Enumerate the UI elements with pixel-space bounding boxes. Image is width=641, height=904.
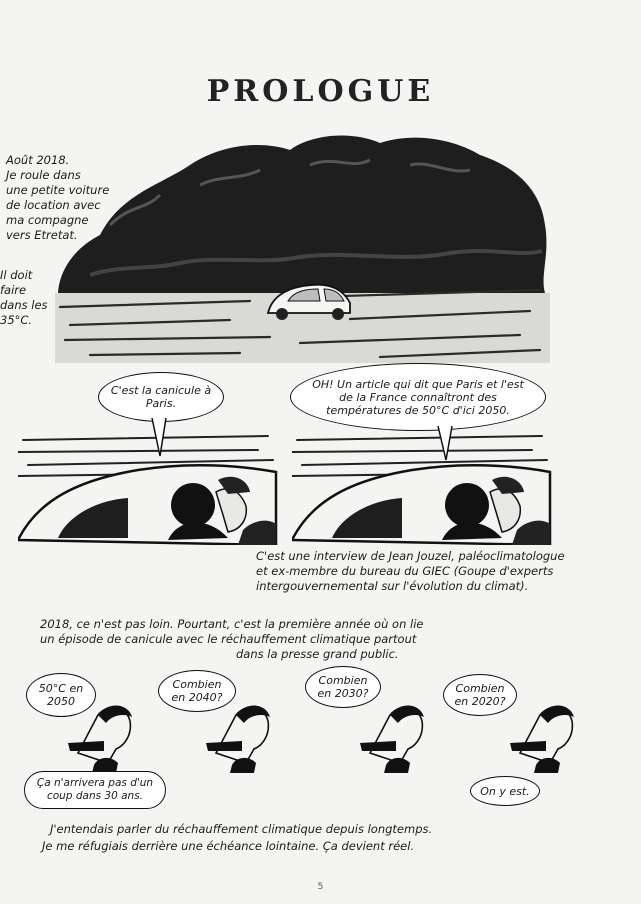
caption-line: faire bbox=[0, 283, 27, 297]
bubble-text: OH! Un article qui dit que Paris et l'est de la France connaîtront des températures de 50°C d'ici 2050. bbox=[312, 377, 524, 417]
caption-interview bbox=[256, 549, 565, 594]
character-head-illustration bbox=[206, 705, 270, 773]
driver-head-illustration bbox=[171, 483, 215, 527]
caption-line: de location avec bbox=[6, 198, 101, 212]
bubble-tail bbox=[150, 418, 170, 458]
caption-line: vers Etretat. bbox=[6, 228, 78, 242]
caption-line: Août 2018. bbox=[6, 153, 70, 167]
character-head-illustration bbox=[68, 705, 132, 773]
character-head-illustration bbox=[360, 705, 424, 773]
driver-head-illustration bbox=[445, 483, 489, 527]
caption-line: un épisode de canicule avec le réchauffement climatique partout bbox=[40, 632, 417, 646]
speech-bubble-canicule bbox=[98, 372, 224, 422]
caption-line: Je roule dans bbox=[6, 168, 81, 182]
bubble-text: On y est. bbox=[480, 784, 530, 798]
bubble-text: 50°C en 2050 bbox=[38, 682, 84, 708]
caption-temperature bbox=[0, 268, 48, 328]
caption-line: C'est une interview de Jean Jouzel, paléoclimatologue bbox=[256, 549, 565, 563]
caption-line: 35°C. bbox=[0, 313, 33, 327]
caption-line: ma compagne bbox=[6, 213, 89, 227]
speech-bubble-narrivera bbox=[24, 771, 166, 809]
caption-line: 2018, ce n'est pas loin. Pourtant, c'est la première année où on lie bbox=[40, 617, 424, 631]
speech-bubble-article bbox=[290, 363, 546, 431]
bubble-text: Combien en 2030? bbox=[317, 674, 369, 700]
bubble-text: Combien en 2040? bbox=[171, 678, 223, 704]
caption-line: et ex-membre du bureau du GIEC (Goupe d'experts bbox=[256, 564, 554, 578]
caption-not-far bbox=[40, 617, 424, 662]
speech-bubble-on-y-est bbox=[470, 776, 540, 806]
panel-car-interior-right bbox=[292, 420, 554, 545]
caption-line: intergouvernemental sur l'évolution du climat). bbox=[256, 579, 529, 593]
page-number: 5 bbox=[317, 882, 324, 892]
character-heads-row bbox=[0, 695, 641, 775]
caption-line: une petite voiture bbox=[6, 183, 110, 197]
caption-ending bbox=[42, 821, 432, 855]
caption-line: dans les bbox=[0, 298, 48, 312]
caption-line: Je me réfugiais derrière une échéance lointaine. Ça devient réel. bbox=[42, 839, 415, 853]
bubble-text: C'est la canicule à Paris. bbox=[110, 384, 212, 410]
panel-road-landscape bbox=[50, 125, 550, 365]
bubble-tail bbox=[436, 426, 456, 462]
caption-line: dans la presse grand public. bbox=[236, 647, 399, 661]
caption-line: J'entendais parler du réchauffement climatique depuis longtemps. bbox=[50, 822, 433, 836]
panel-car-interior-left bbox=[18, 420, 280, 545]
character-head-illustration bbox=[510, 705, 574, 773]
bubble-text: Ça n'arrivera pas d'un coup dans 30 ans. bbox=[36, 777, 154, 802]
caption-line: Il doit bbox=[0, 268, 33, 282]
page-title: PROLOGUE bbox=[206, 74, 435, 109]
bubble-text: Combien en 2020? bbox=[454, 682, 506, 708]
